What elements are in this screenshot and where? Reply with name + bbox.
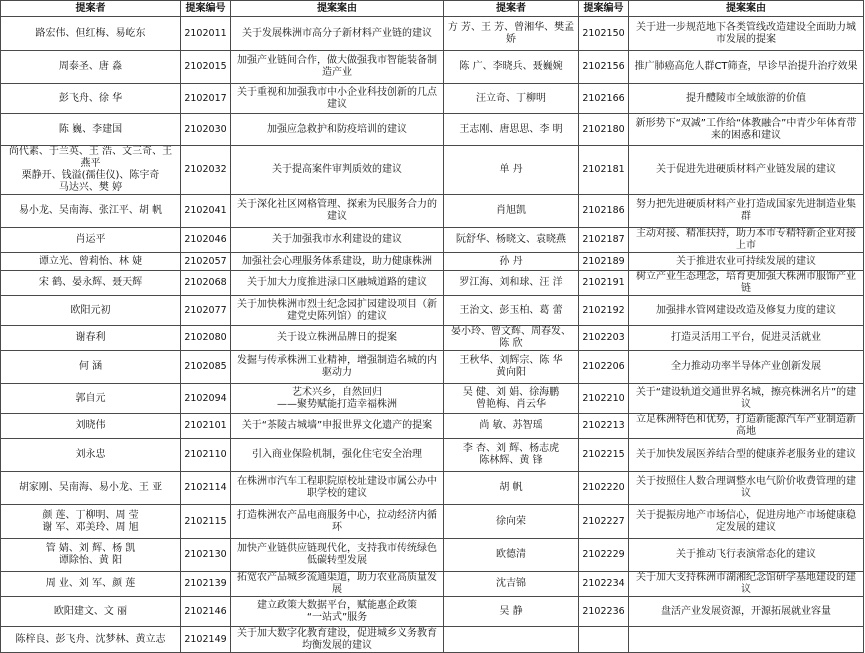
proposer-cell: 王志刚、唐思思、李 明 xyxy=(444,114,579,146)
proposer-cell: 汪立奇、丁柳明 xyxy=(444,84,579,114)
proposer-cell: 沈吉锦 xyxy=(444,572,579,597)
proposal-number: 2102149 xyxy=(181,627,231,653)
proposal-subject: 推广肺癌高危人群CT筛查，早诊早治提升治疗效果 xyxy=(629,51,864,84)
proposal-number: 2102077 xyxy=(181,296,231,326)
empty-cell xyxy=(629,627,864,653)
table-row xyxy=(1,51,864,84)
proposer-cell: 孙 丹 xyxy=(444,253,579,271)
proposal-number: 2102206 xyxy=(579,351,629,384)
proposal-number: 2102130 xyxy=(181,539,231,572)
table-row xyxy=(1,472,864,505)
table-row xyxy=(1,627,864,653)
proposal-number: 2102115 xyxy=(181,505,231,539)
proposal-subject: 立足株洲特色和优势，打造新能源汽车产业制造新高地 xyxy=(629,414,864,439)
proposer-cell: 陈梓良、彭飞舟、沈梦林、黄立志 xyxy=(1,627,181,653)
proposal-number: 2102187 xyxy=(579,228,629,253)
table-row xyxy=(1,296,864,326)
proposal-number: 2102068 xyxy=(181,271,231,296)
proposal-subject: 在株洲市汽车工程职院原校址建设市属公办中职学校的建议 xyxy=(231,472,444,505)
proposal-number: 2102046 xyxy=(181,228,231,253)
proposal-number: 2102192 xyxy=(579,296,629,326)
proposer-cell: 谢春利 xyxy=(1,326,181,351)
proposal-number: 2102213 xyxy=(579,414,629,439)
proposal-number: 2102180 xyxy=(579,114,629,146)
table-row xyxy=(1,253,864,271)
proposal-number: 2102110 xyxy=(181,439,231,472)
header-row xyxy=(1,1,864,17)
proposal-number: 2102057 xyxy=(181,253,231,271)
proposal-number: 2102150 xyxy=(579,17,629,51)
proposal-number: 2102030 xyxy=(181,114,231,146)
proposer-cell: 郭自元 xyxy=(1,384,181,414)
proposer-cell: 肖旭凯 xyxy=(444,195,579,228)
table-row xyxy=(1,505,864,539)
proposer-cell: 周泰圣、唐 淼 xyxy=(1,51,181,84)
table-row xyxy=(1,597,864,627)
proposer-cell: 王治文、彭玉柏、葛 蕾 xyxy=(444,296,579,326)
proposal-subject: 引入商业保险机制，强化住宅安全治理 xyxy=(231,439,444,472)
proposal-subject: 加快产业链供应链现代化，支持我市传统绿色低碳转型发展 xyxy=(231,539,444,572)
empty-cell xyxy=(579,627,629,653)
table-row xyxy=(1,414,864,439)
proposal-number: 2102227 xyxy=(579,505,629,539)
table-row xyxy=(1,572,864,597)
table-row xyxy=(1,114,864,146)
proposal-number: 2102139 xyxy=(181,572,231,597)
proposal-number: 2102041 xyxy=(181,195,231,228)
proposer-cell: 彭飞舟、徐 华 xyxy=(1,84,181,114)
proposer-cell: 尚 敏、苏智瑶 xyxy=(444,414,579,439)
proposal-subject: 关于加快株洲市烈士纪念园扩园建设项目（新建党史陈列馆）的建议 xyxy=(231,296,444,326)
table-row xyxy=(1,439,864,472)
table-row xyxy=(1,351,864,384)
proposal-subject: 关于提高案件审判质效的建议 xyxy=(231,146,444,195)
proposal-number: 2102156 xyxy=(579,51,629,84)
proposal-subject: 新形势下“双减”工作给“体教融合”中青少年体育带来的困惑和建议 xyxy=(629,114,864,146)
table-row xyxy=(1,84,864,114)
proposal-subject: 树立产业生态理念，培育更加强大株洲市服饰产业链 xyxy=(629,271,864,296)
proposal-number: 2102017 xyxy=(181,84,231,114)
proposal-subject: 关于促进先进硬质材料产业链发展的建议 xyxy=(629,146,864,195)
proposer-cell: 周 业、刘 军、颜 莲 xyxy=(1,572,181,597)
proposal-subject: 艺术兴乡，自然回归 ——聚势赋能打造幸福株洲 xyxy=(231,384,444,414)
proposer-cell: 李 杏、刘 辉、杨志虎 陈林辉、黄 锋 xyxy=(444,439,579,472)
table-row xyxy=(1,384,864,414)
proposer-cell: 徐向荣 xyxy=(444,505,579,539)
proposal-subject: 关于加强我市水利建设的建议 xyxy=(231,228,444,253)
proposal-subject: 关于发展株洲市高分子新材料产业链的建议 xyxy=(231,17,444,51)
proposal-subject: 关于“建设轨道交通世界名城，擦亮株洲名片”的建议 xyxy=(629,384,864,414)
proposal-subject: 关于加大数字化教育建设，促进城乡义务教育均衡发展的建议 xyxy=(231,627,444,653)
proposer-cell: 吴 健、刘 娟、徐海鹏 曾艳梅、肖云华 xyxy=(444,384,579,414)
proposal-number: 2102234 xyxy=(579,572,629,597)
proposer-cell: 胡家刚、吴南海、易小龙、王 亚 xyxy=(1,472,181,505)
proposal-subject: 关于深化社区网格管理、探索为民服务合力的建议 xyxy=(231,195,444,228)
table-row xyxy=(1,195,864,228)
proposer-cell: 谭立光、曾莉怡、林 婕 xyxy=(1,253,181,271)
proposal-subject: 加强应急救护和防疫培训的建议 xyxy=(231,114,444,146)
proposer-cell: 罗江海、刘和球、汪 洋 xyxy=(444,271,579,296)
proposer-cell: 颜 莲、丁柳明、周 莹 谢 军、邓美玲、周 旭 xyxy=(1,505,181,539)
proposer-cell: 胡 帆 xyxy=(444,472,579,505)
proposal-subject: 盘活产业发展资源，开源拓展就业容量 xyxy=(629,597,864,627)
proposal-subject: 关于加大力度推进渌口区融城道路的建议 xyxy=(231,271,444,296)
proposal-number: 2102210 xyxy=(579,384,629,414)
proposal-number: 2102114 xyxy=(181,472,231,505)
proposal-number: 2102189 xyxy=(579,253,629,271)
table-row xyxy=(1,146,864,195)
proposal-number: 2102186 xyxy=(579,195,629,228)
proposal-number: 2102015 xyxy=(181,51,231,84)
proposer-cell: 欧阳建文、文 丽 xyxy=(1,597,181,627)
proposer-cell: 管 婧、刘 辉、杨 凯 谭除怡、黄 阳 xyxy=(1,539,181,572)
proposal-subject: 建立政策大数据平台，赋能惠企政策 “一站式”服务 xyxy=(231,597,444,627)
proposal-subject: 关于推进农业可持续发展的建议 xyxy=(629,253,864,271)
column-header-proposer: 提案者 xyxy=(444,1,579,17)
proposal-subject: 关于加快发展医养结合型的健康养老服务业的建议 xyxy=(629,439,864,472)
proposal-subject: 加强排水管网建设改造及修复力度的建议 xyxy=(629,296,864,326)
empty-cell xyxy=(444,627,579,653)
proposal-subject: 努力把先进硬质材料产业打造成国家先进制造业集群 xyxy=(629,195,864,228)
column-header-number: 提案编号 xyxy=(181,1,231,17)
proposal-subject: 加强社会心理服务体系建设，助力健康株洲 xyxy=(231,253,444,271)
proposal-number: 2102203 xyxy=(579,326,629,351)
proposer-cell: 吴 静 xyxy=(444,597,579,627)
proposer-cell: 欧德清 xyxy=(444,539,579,572)
proposal-number: 2102181 xyxy=(579,146,629,195)
proposer-cell: 陈 巍、李建国 xyxy=(1,114,181,146)
column-header-number: 提案编号 xyxy=(579,1,629,17)
proposer-cell: 方 芳、王 芳、曾湘华、樊孟娇 xyxy=(444,17,579,51)
proposal-number: 2102191 xyxy=(579,271,629,296)
proposal-number: 2102011 xyxy=(181,17,231,51)
proposal-subject: 关于按照住人数合理调整水电气阶价收费管理的建议 xyxy=(629,472,864,505)
proposer-cell: 肖运平 xyxy=(1,228,181,253)
column-header-subject: 提案案由 xyxy=(629,1,864,17)
proposer-cell: 刘晓伟 xyxy=(1,414,181,439)
table-row xyxy=(1,539,864,572)
proposal-subject: 拓宽农产品城乡流通渠道，助力农业高质量发展 xyxy=(231,572,444,597)
proposer-cell: 阮舒华、杨晓文、袁晓燕 xyxy=(444,228,579,253)
proposer-cell: 晏小玲、曾文辉、周春发、陈 欣 xyxy=(444,326,579,351)
proposal-subject: 提升醴陵市全域旅游的价值 xyxy=(629,84,864,114)
proposal-number: 2102094 xyxy=(181,384,231,414)
proposal-number: 2102101 xyxy=(181,414,231,439)
proposal-subject: 关于加大支持株洲市湖湘纪念馆研学基地建设的建议 xyxy=(629,572,864,597)
proposer-cell: 陈 广、李晓兵、聂巍婉 xyxy=(444,51,579,84)
proposer-cell: 尚代素、于兰英、王 浩、文三奇、王燕平 栗静开、钱溢(孺佳仪)、陈宇奇 马达兴、樊 婷 xyxy=(1,146,181,195)
proposer-cell: 刘永忠 xyxy=(1,439,181,472)
proposal-subject: 主动对接、精准扶持，助力本市专精特新企业对接上市 xyxy=(629,228,864,253)
table-row xyxy=(1,271,864,296)
proposal-subject: 打造灵活用工平台，促进灵活就业 xyxy=(629,326,864,351)
proposer-cell: 易小龙、吴南海、张江平、胡 帆 xyxy=(1,195,181,228)
proposal-subject: 发掘与传承株洲工业精神，增强制造名城的内驱动力 xyxy=(231,351,444,384)
proposer-cell: 路宏伟、但红梅、易屹东 xyxy=(1,17,181,51)
table-row xyxy=(1,228,864,253)
proposal-number: 2102166 xyxy=(579,84,629,114)
proposal-number: 2102220 xyxy=(579,472,629,505)
proposal-subject: 关于重视和加强我市中小企业科技创新的几点建议 xyxy=(231,84,444,114)
proposal-subject: 关于“茶陵古城墙”申报世界文化遗产的提案 xyxy=(231,414,444,439)
proposer-cell: 宋 鹤、晏永辉、聂天辉 xyxy=(1,271,181,296)
column-header-proposer: 提案者 xyxy=(1,1,181,17)
table-row xyxy=(1,17,864,51)
proposer-cell: 单 丹 xyxy=(444,146,579,195)
proposal-number: 2102080 xyxy=(181,326,231,351)
column-header-subject: 提案案由 xyxy=(231,1,444,17)
proposal-subject: 关于推动飞行表演常态化的建议 xyxy=(629,539,864,572)
table-row xyxy=(1,326,864,351)
proposal-number: 2102146 xyxy=(181,597,231,627)
proposer-cell: 王秋华、刘辉宗、陈 华 黄向阳 xyxy=(444,351,579,384)
proposer-cell: 欧阳元初 xyxy=(1,296,181,326)
proposal-subject: 加强产业链间合作，做大做强我市智能装备制造产业 xyxy=(231,51,444,84)
proposal-subject: 关于提振房地产市场信心，促进房地产市场健康稳定发展的建议 xyxy=(629,505,864,539)
proposal-number: 2102032 xyxy=(181,146,231,195)
proposal-number: 2102229 xyxy=(579,539,629,572)
proposal-subject: 全力推动功率半导体产业创新发展 xyxy=(629,351,864,384)
proposal-number: 2102085 xyxy=(181,351,231,384)
proposal-number: 2102236 xyxy=(579,597,629,627)
proposal-number: 2102215 xyxy=(579,439,629,472)
proposal-subject: 关于进一步规范地下各类管线改造建设全面助力城市发展的提案 xyxy=(629,17,864,51)
proposal-subject: 打造株洲农产品电商服务中心，拉动经济内循环 xyxy=(231,505,444,539)
proposer-cell: 何 涵 xyxy=(1,351,181,384)
proposal-subject: 关于设立株洲品牌日的提案 xyxy=(231,326,444,351)
